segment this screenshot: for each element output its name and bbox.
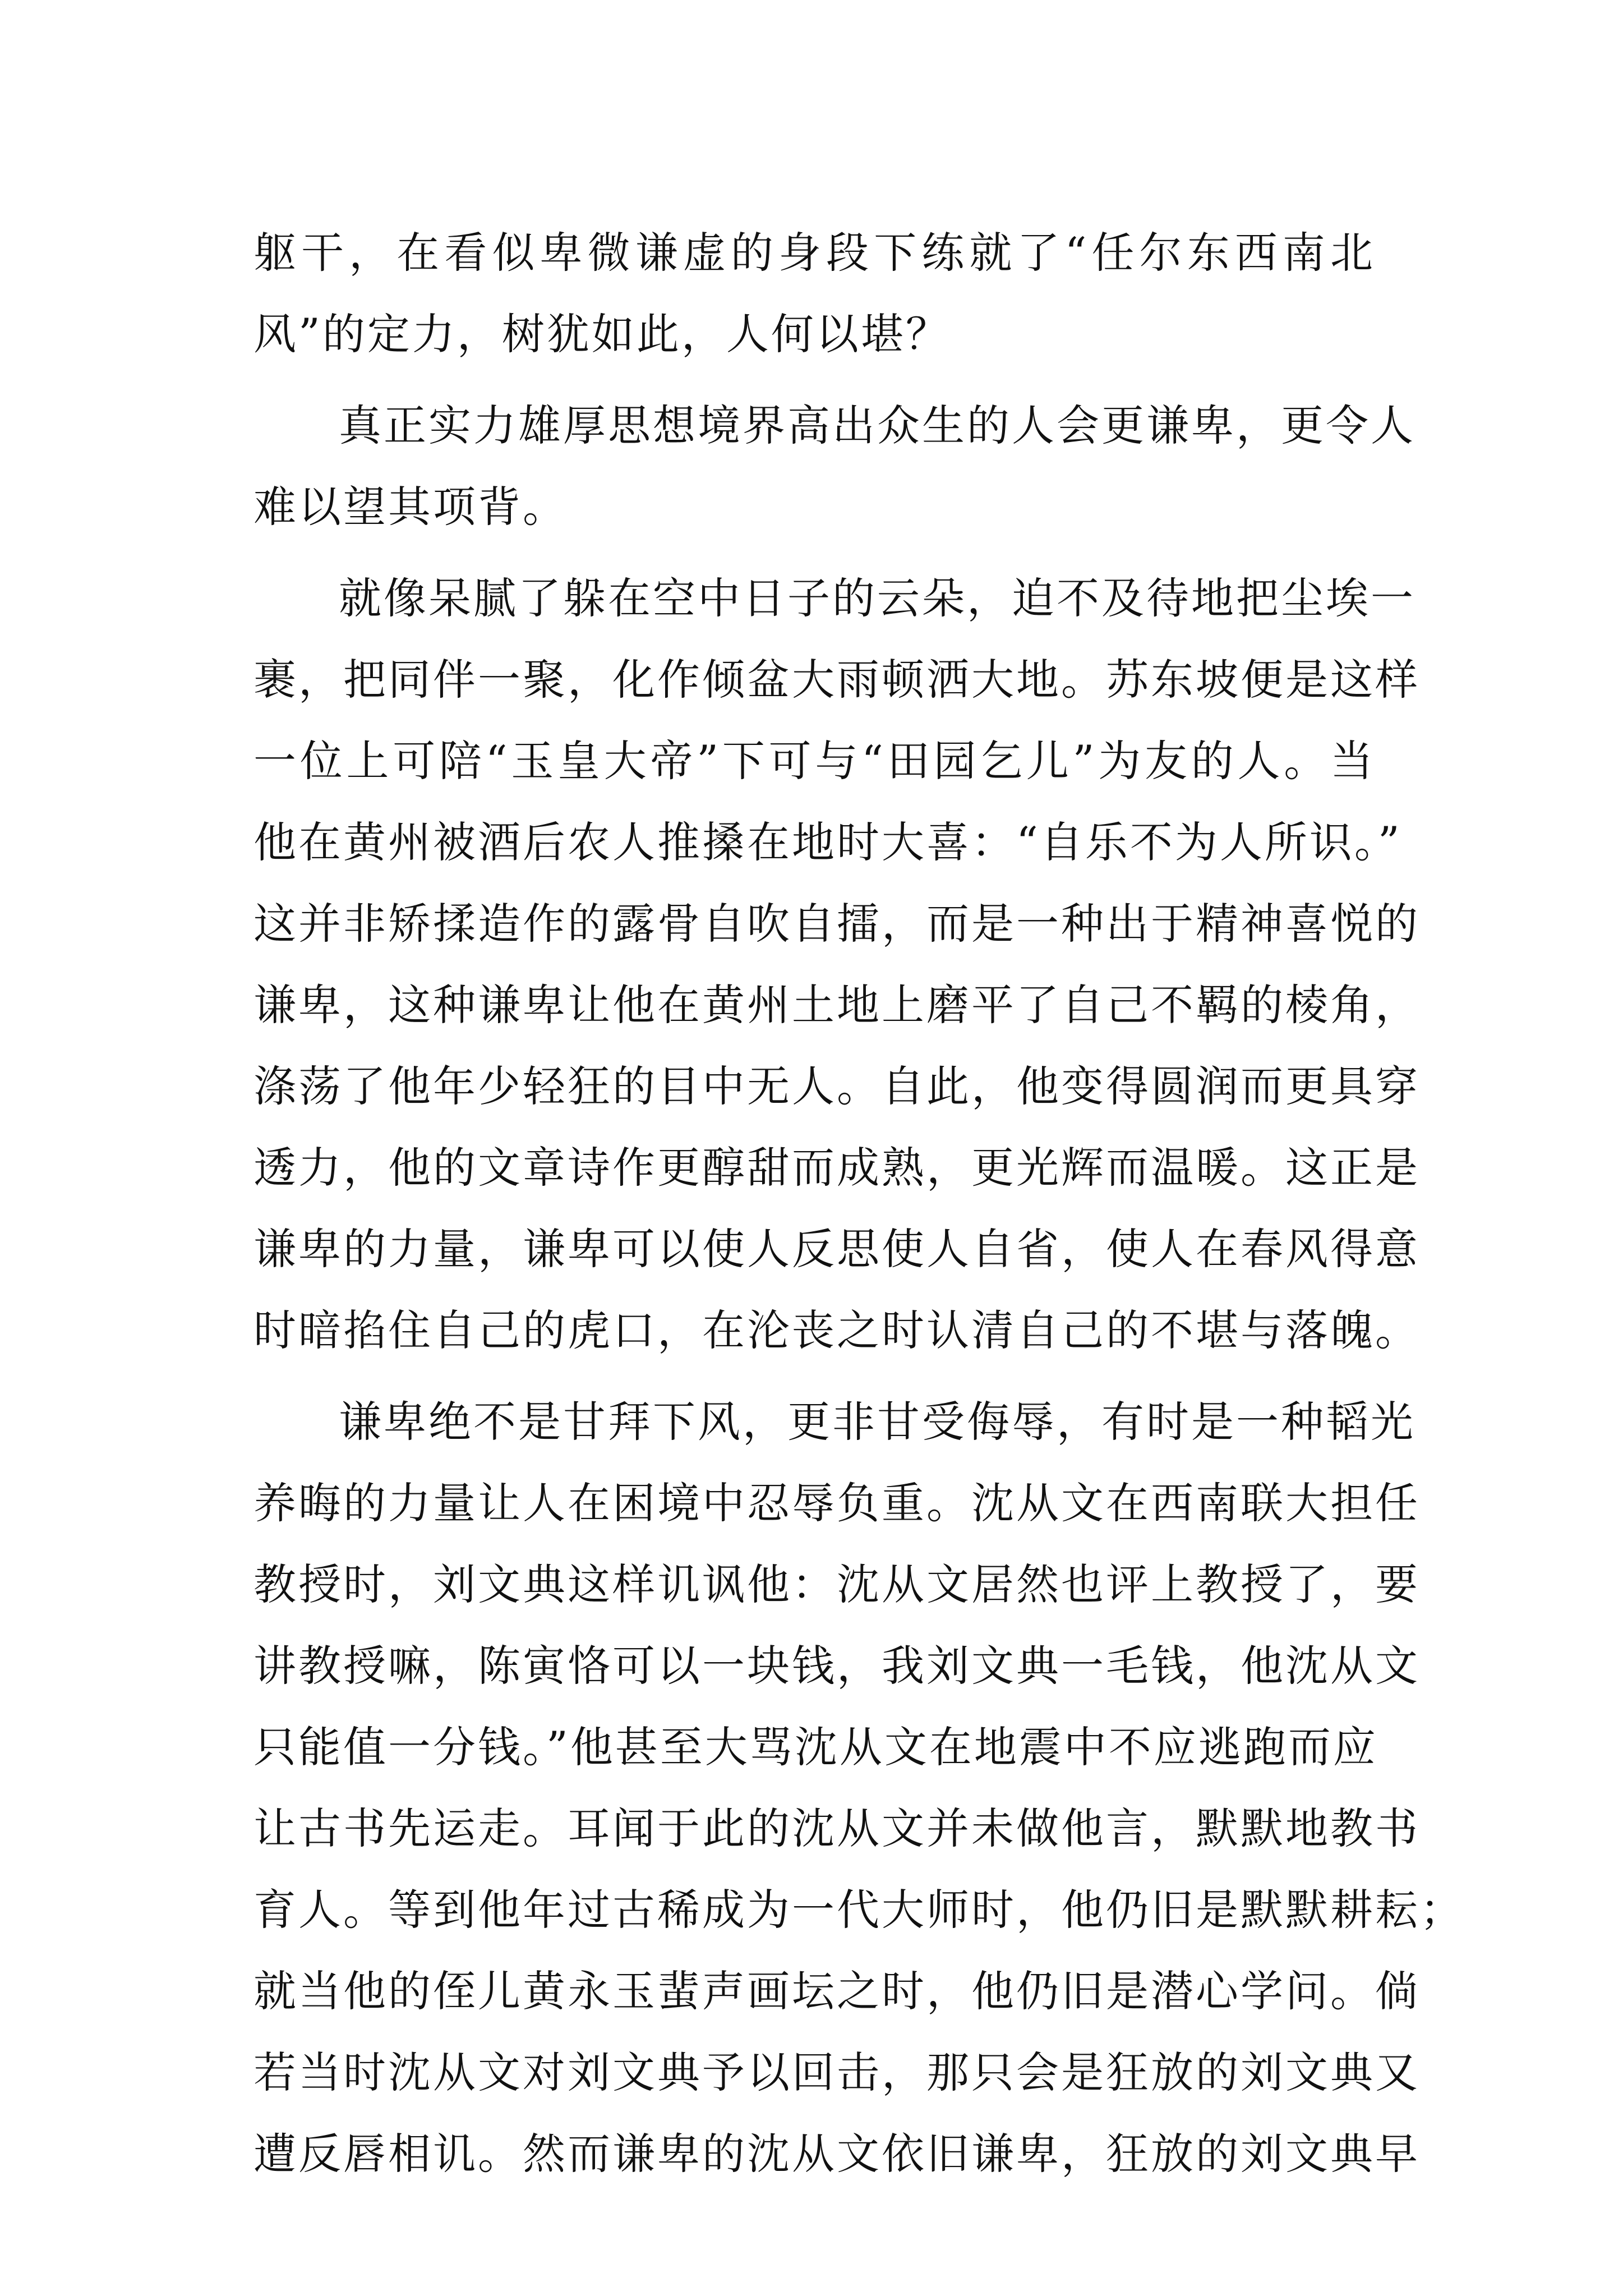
text-line: 这并非矫揉造作的露骨自吹自擂，而是一种出于精神喜悦的 [253,899,1420,949]
text-line: 遭反唇相讥。然而谦卑的沈从文依旧谦卑，狂放的刘文典早 [253,2129,1420,2179]
text-line: 养晦的力量让人在困境中忍辱负重。沈从文在西南联大担任 [253,1478,1420,1528]
text-line: 裹，把同伴一聚，化作倾盆大雨顿洒大地。苏东坡便是这样 [253,655,1420,705]
text-line: 若当时沈从文对刘文典予以回击，那只会是狂放的刘文典又 [253,2047,1420,2097]
text-line: 他在黄州被酒后农人推搡在地时大喜：“自乐不为人所识。” [253,817,1402,867]
text-line: 只能值一分钱。”他甚至大骂沈从文在地震中不应逃跑而应 [253,1722,1378,1772]
text-line: 谦卑，这种谦卑让他在黄州土地上磨平了自己不羁的棱角， [253,980,1420,1030]
text-line: 透力，他的文章诗作更醇甜而成熟，更光辉而温暖。这正是 [253,1143,1420,1193]
text-line: 一位上可陪“玉皇大帝”下可与“田园乞儿”为友的人。当 [253,736,1375,786]
text-line: 育人。等到他年过古稀成为一代大师时，他仍旧是默默耕耘； [253,1885,1465,1935]
paragraph-first-line: 就像呆腻了躲在空中日子的云朵，迫不及待地把尘埃一 [339,573,1415,623]
paragraph-first-line: 谦卑绝不是甘拜下风，更非甘受侮辱，有时是一种韬光 [339,1397,1415,1447]
text-line: 涤荡了他年少轻狂的目中无人。自此，他变得圆润而更具穿 [253,1061,1420,1111]
text-line: 讲教授嘛，陈寅恪可以一块钱，我刘文典一毛钱，他沈从文 [253,1641,1420,1691]
text-line: 难以望其项背。 [253,482,568,532]
text-line: 让古书先运走。耳闻于此的沈从文并未做他言，默默地教书 [253,1803,1420,1853]
text-line: 教授时，刘文典这样讥讽他：沈从文居然也评上教授了，要 [253,1559,1420,1609]
body-text [253,212,1465,2194]
paragraph-first-line: 真正实力雄厚思想境界高出众生的人会更谦卑，更令人 [339,401,1415,450]
text-line: 时暗掐住自己的虎口，在沦丧之时认清自己的不堪与落魄。 [253,1305,1420,1355]
text-line: 谦卑的力量，谦卑可以使人反思使人自省，使人在春风得意 [253,1224,1420,1274]
text-line: 风”的定力，树犹如此，人何以堪？ [253,309,951,359]
text-line: 就当他的侄儿黄永玉蜚声画坛之时，他仍旧是潜心学问。倘 [253,1966,1420,2016]
text-line: 躯干，在看似卑微谦虚的身段下练就了“任尔东西南北 [253,228,1375,278]
